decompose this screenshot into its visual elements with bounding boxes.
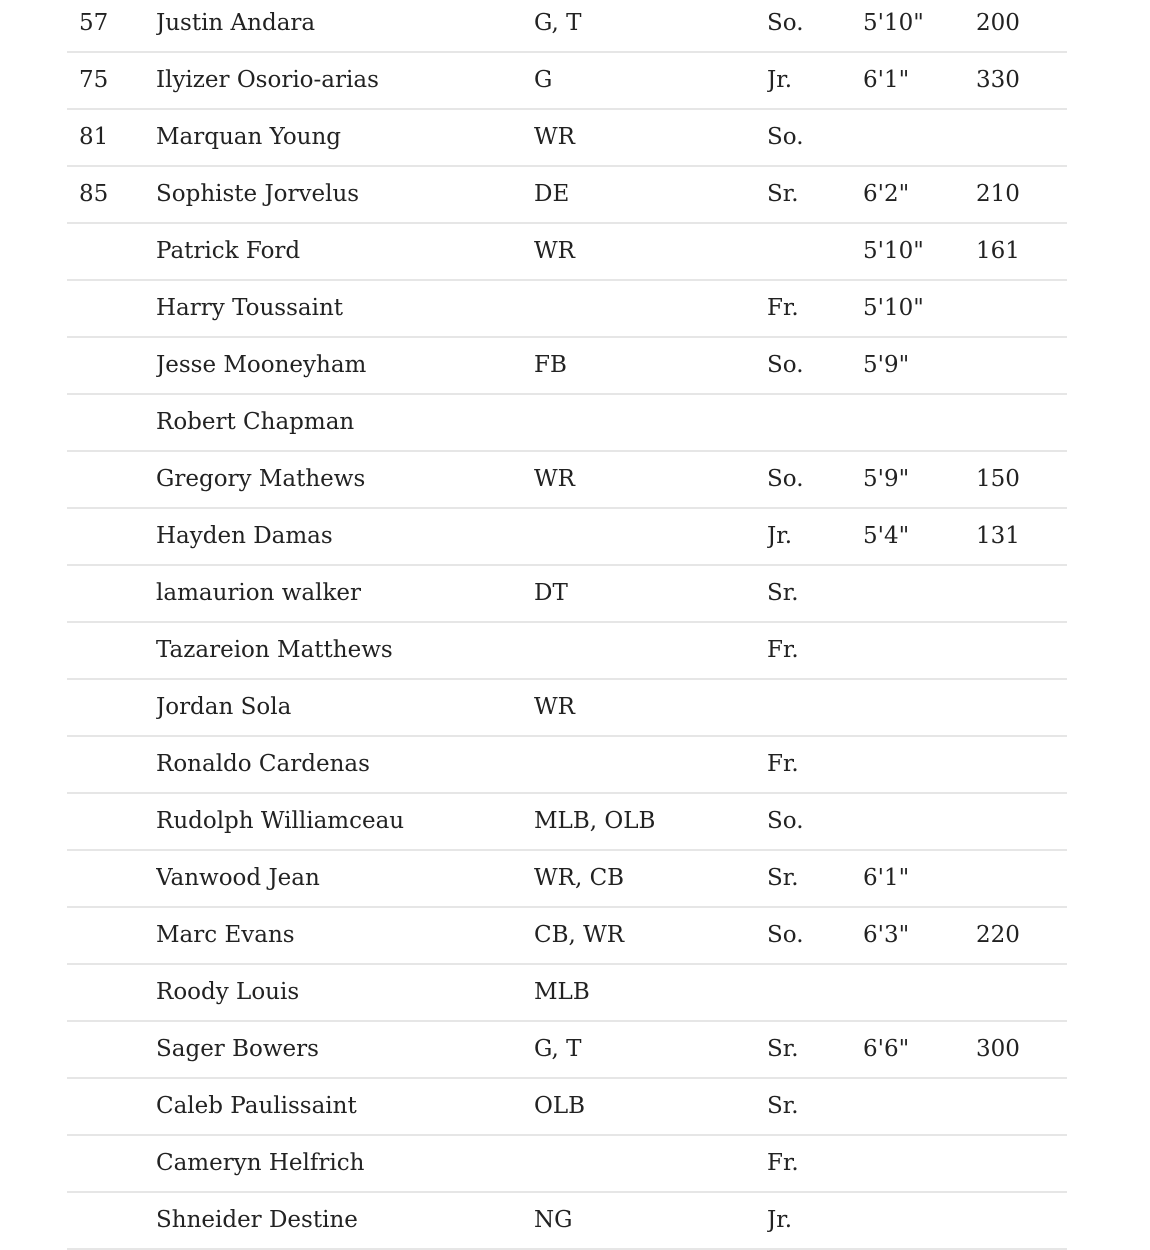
- player-year: So.: [767, 337, 863, 394]
- roster-row: [67, 451, 1067, 508]
- player-weight: 210: [976, 166, 1067, 223]
- roster-row: [67, 223, 1067, 280]
- player-year: Fr.: [767, 622, 863, 679]
- roster-row: [67, 109, 1067, 166]
- player-name: Tazareion Matthews: [156, 622, 534, 679]
- roster-row: [67, 850, 1067, 907]
- player-name: Marquan Young: [156, 109, 534, 166]
- player-number: 75: [67, 52, 156, 109]
- player-number: [67, 508, 156, 565]
- player-number: [67, 1192, 156, 1249]
- player-number: [67, 907, 156, 964]
- player-year: Jr.: [767, 508, 863, 565]
- player-height: [863, 394, 976, 451]
- player-number: 85: [67, 166, 156, 223]
- roster-row: [67, 166, 1067, 223]
- player-weight: 330: [976, 52, 1067, 109]
- player-year: So.: [767, 0, 863, 52]
- player-number: [67, 337, 156, 394]
- player-number: [67, 1021, 156, 1078]
- player-name: Caleb Paulissaint: [156, 1078, 534, 1135]
- roster-row: [67, 679, 1067, 736]
- player-number: [67, 679, 156, 736]
- player-position: G, T: [534, 0, 767, 52]
- player-weight: 220: [976, 907, 1067, 964]
- player-name: lamaurion walker: [156, 565, 534, 622]
- player-name: Rudolph Williamceau: [156, 793, 534, 850]
- player-position: [534, 622, 767, 679]
- player-height: 6'6": [863, 1021, 976, 1078]
- player-name: Hayden Damas: [156, 508, 534, 565]
- player-weight: [976, 679, 1067, 736]
- player-year: So.: [767, 451, 863, 508]
- roster-row: [67, 622, 1067, 679]
- player-name: Vanwood Jean: [156, 850, 534, 907]
- player-year: Fr.: [767, 280, 863, 337]
- player-number: [67, 622, 156, 679]
- player-weight: 150: [976, 451, 1067, 508]
- player-name: Shneider Destine: [156, 1192, 534, 1249]
- player-name: Ilyizer Osorio-arias: [156, 52, 534, 109]
- player-year: Sr.: [767, 565, 863, 622]
- player-height: [863, 565, 976, 622]
- player-position: [534, 280, 767, 337]
- player-weight: [976, 736, 1067, 793]
- player-position: FB: [534, 337, 767, 394]
- player-position: WR: [534, 223, 767, 280]
- player-height: [863, 679, 976, 736]
- player-number: [67, 964, 156, 1021]
- player-weight: [976, 850, 1067, 907]
- roster-row: [67, 736, 1067, 793]
- player-position: WR: [534, 109, 767, 166]
- player-weight: [976, 793, 1067, 850]
- player-name: Roody Louis: [156, 964, 534, 1021]
- player-position: G, T: [534, 1021, 767, 1078]
- roster-row: [67, 394, 1067, 451]
- player-position: [534, 508, 767, 565]
- player-weight: 161: [976, 223, 1067, 280]
- player-position: NG: [534, 1192, 767, 1249]
- roster-row: [67, 508, 1067, 565]
- player-position: OLB: [534, 1078, 767, 1135]
- player-number: 57: [67, 0, 156, 52]
- player-position: WR, CB: [534, 850, 767, 907]
- player-height: 5'10": [863, 223, 976, 280]
- roster-row: [67, 964, 1067, 1021]
- player-number: [67, 1078, 156, 1135]
- player-position: DT: [534, 565, 767, 622]
- player-weight: [976, 280, 1067, 337]
- player-height: 6'2": [863, 166, 976, 223]
- player-year: Fr.: [767, 736, 863, 793]
- player-year: [767, 964, 863, 1021]
- roster-row: [67, 1078, 1067, 1135]
- player-height: [863, 1192, 976, 1249]
- player-weight: 131: [976, 508, 1067, 565]
- player-position: MLB, OLB: [534, 793, 767, 850]
- roster-row: [67, 52, 1067, 109]
- player-number: 81: [67, 109, 156, 166]
- player-position: G: [534, 52, 767, 109]
- roster-row: [67, 1135, 1067, 1192]
- player-number: [67, 280, 156, 337]
- player-weight: [976, 337, 1067, 394]
- player-height: 6'1": [863, 52, 976, 109]
- player-height: 6'1": [863, 850, 976, 907]
- player-weight: [976, 1192, 1067, 1249]
- player-height: 5'10": [863, 280, 976, 337]
- player-year: Jr.: [767, 1192, 863, 1249]
- player-weight: [976, 1078, 1067, 1135]
- player-height: 5'9": [863, 451, 976, 508]
- roster-row: [67, 0, 1067, 52]
- player-year: Sr.: [767, 1078, 863, 1135]
- roster-table: [67, 0, 1067, 1250]
- player-year: [767, 679, 863, 736]
- player-year: Sr.: [767, 166, 863, 223]
- player-height: [863, 1135, 976, 1192]
- player-height: [863, 109, 976, 166]
- player-height: 6'3": [863, 907, 976, 964]
- player-name: Ronaldo Cardenas: [156, 736, 534, 793]
- player-name: Justin Andara: [156, 0, 534, 52]
- player-height: [863, 622, 976, 679]
- player-number: [67, 565, 156, 622]
- roster-row: [67, 565, 1067, 622]
- player-number: [67, 223, 156, 280]
- roster-row: [67, 337, 1067, 394]
- roster-row: [67, 1021, 1067, 1078]
- player-position: MLB: [534, 964, 767, 1021]
- player-number: [67, 451, 156, 508]
- player-number: [67, 394, 156, 451]
- player-name: Gregory Mathews: [156, 451, 534, 508]
- player-weight: 200: [976, 0, 1067, 52]
- player-number: [67, 793, 156, 850]
- player-position: [534, 394, 767, 451]
- player-position: CB, WR: [534, 907, 767, 964]
- roster-table-body: [67, 0, 1067, 1249]
- player-weight: [976, 394, 1067, 451]
- player-year: Jr.: [767, 52, 863, 109]
- player-weight: [976, 1135, 1067, 1192]
- roster-row: [67, 1192, 1067, 1249]
- player-name: Patrick Ford: [156, 223, 534, 280]
- player-year: Sr.: [767, 1021, 863, 1078]
- player-name: Sophiste Jorvelus: [156, 166, 534, 223]
- player-height: 5'9": [863, 337, 976, 394]
- player-position: WR: [534, 451, 767, 508]
- player-height: [863, 964, 976, 1021]
- player-year: Fr.: [767, 1135, 863, 1192]
- roster-row: [67, 907, 1067, 964]
- player-number: [67, 736, 156, 793]
- player-year: [767, 394, 863, 451]
- player-position: [534, 736, 767, 793]
- player-name: Jesse Mooneyham: [156, 337, 534, 394]
- player-weight: [976, 622, 1067, 679]
- player-year: So.: [767, 109, 863, 166]
- player-position: DE: [534, 166, 767, 223]
- player-name: Sager Bowers: [156, 1021, 534, 1078]
- roster-row: [67, 793, 1067, 850]
- player-weight: [976, 109, 1067, 166]
- player-weight: [976, 964, 1067, 1021]
- player-year: So.: [767, 907, 863, 964]
- player-height: [863, 1078, 976, 1135]
- player-name: Jordan Sola: [156, 679, 534, 736]
- player-height: [863, 736, 976, 793]
- player-position: WR: [534, 679, 767, 736]
- player-year: So.: [767, 793, 863, 850]
- player-position: [534, 1135, 767, 1192]
- player-number: [67, 850, 156, 907]
- roster-row: [67, 280, 1067, 337]
- player-height: 5'10": [863, 0, 976, 52]
- player-name: Cameryn Helfrich: [156, 1135, 534, 1192]
- player-weight: 300: [976, 1021, 1067, 1078]
- player-name: Robert Chapman: [156, 394, 534, 451]
- player-name: Harry Toussaint: [156, 280, 534, 337]
- player-year: [767, 223, 863, 280]
- player-height: [863, 793, 976, 850]
- player-height: 5'4": [863, 508, 976, 565]
- player-year: Sr.: [767, 850, 863, 907]
- player-number: [67, 1135, 156, 1192]
- player-name: Marc Evans: [156, 907, 534, 964]
- player-weight: [976, 565, 1067, 622]
